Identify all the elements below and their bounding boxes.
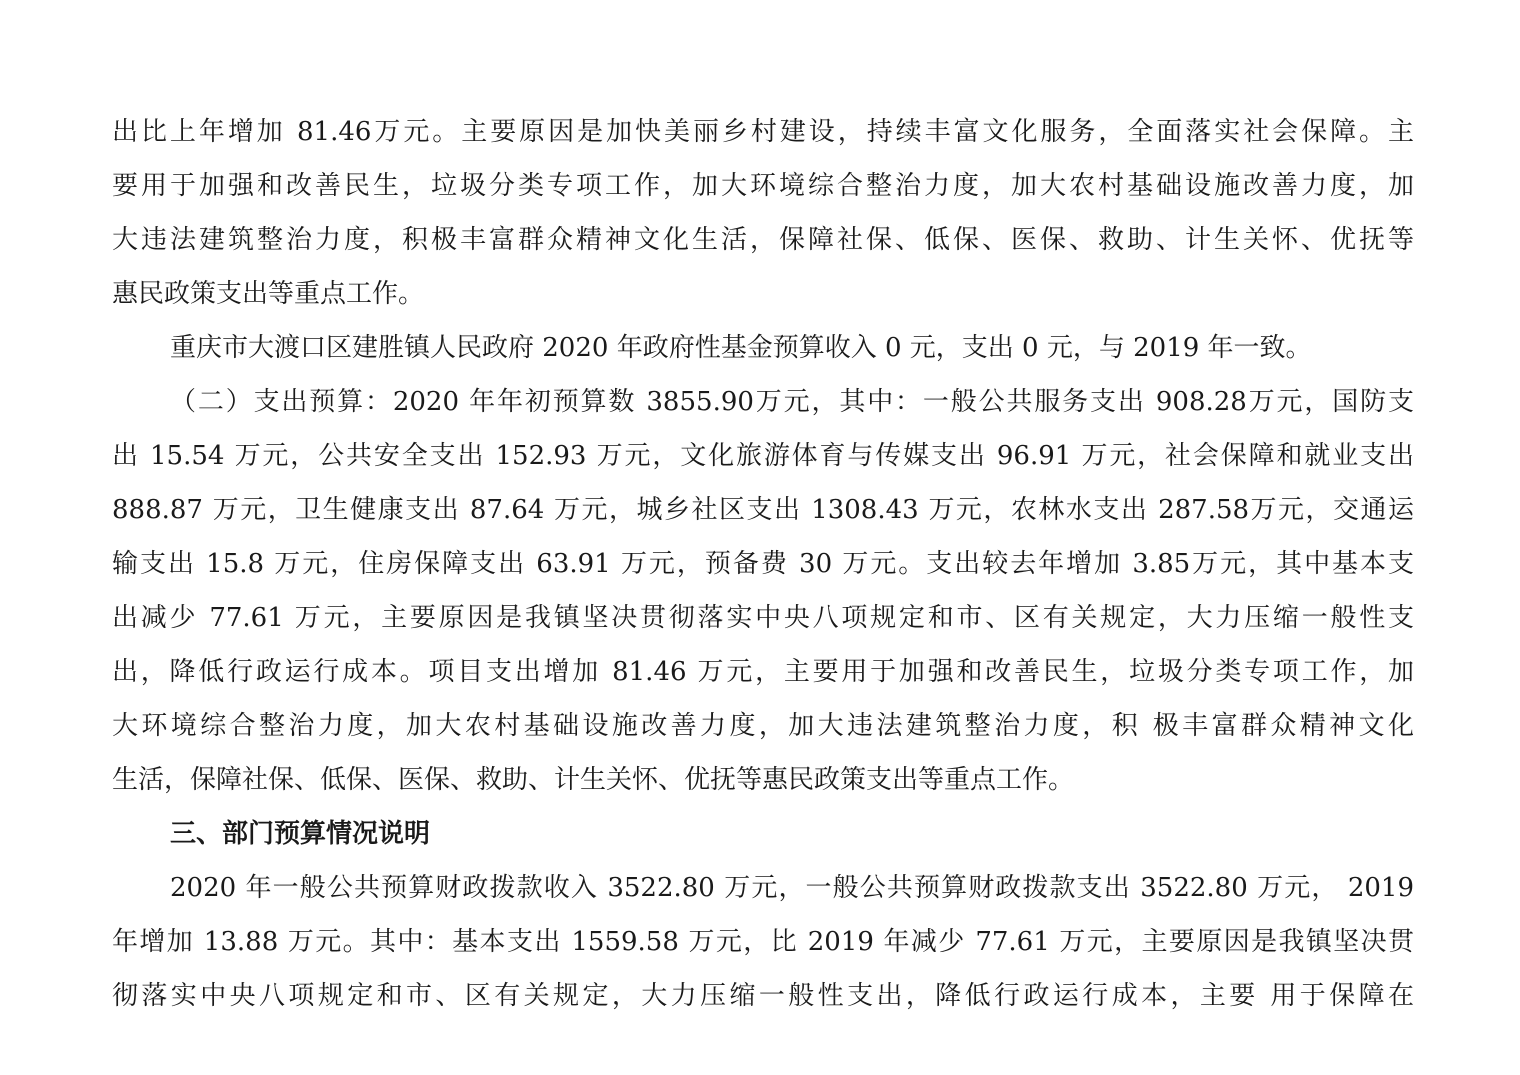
paragraph-line: 彻落实中央八项规定和市、区有关规定，大力压缩一般性支出，降低行政运行成本，主要 用于保障在 [112, 981, 1414, 1011]
paragraph-line: 888.87 万元，卫生健康支出 87.64 万元，城乡社区支出 1308.43 万元，农林水支出 287.58万元，交通运 [112, 495, 1414, 525]
paragraph-line: （二）支出预算：2020 年年初预算数 3855.90万元，其中：一般公共服务支出 908.28万元，国防支 [170, 387, 1414, 417]
paragraph-line: 出减少 77.61 万元，主要原因是我镇坚决贯彻落实中央八项规定和市、区有关规定，大力压缩一般性支 [112, 603, 1414, 633]
paragraph-line: 生活，保障社保、低保、医保、救助、计生关怀、优抚等惠民政策支出等重点工作。 [112, 765, 1075, 795]
paragraph-line: 惠民政策支出等重点工作。 [112, 279, 425, 309]
paragraph-line: 重庆市大渡口区建胜镇人民政府 2020 年政府性基金预算收入 0 元，支出 0 元，与 2019 年一致。 [170, 333, 1312, 363]
paragraph-line: 大环境综合整治力度，加大农村基础设施改善力度，加大违法建筑整治力度，积 极丰富群众精神文化 [112, 711, 1414, 741]
paragraph-line: 2020 年一般公共预算财政拨款收入 3522.80 万元，一般公共预算财政拨款支出 3522.80 万元， 2019 [170, 873, 1414, 903]
paragraph-line: 出 15.54 万元，公共安全支出 152.93 万元，文化旅游体育与传媒支出 96.91 万元，社会保障和就业支出 [112, 441, 1414, 471]
section-heading: 三、部门预算情况说明 [170, 819, 431, 849]
paragraph-line: 要用于加强和改善民生，垃圾分类专项工作，加大环境综合整治力度，加大农村基础设施改善力度，加 [112, 171, 1414, 201]
paragraph-line: 输支出 15.8 万元，住房保障支出 63.91 万元，预备费 30 万元。支出较去年增加 3.85万元，其中基本支 [112, 549, 1414, 579]
paragraph-line: 大违法建筑整治力度，积极丰富群众精神文化生活，保障社保、低保、医保、救助、计生关怀、优抚等 [112, 225, 1414, 255]
paragraph-line: 出比上年增加 81.46万元。主要原因是加快美丽乡村建设，持续丰富文化服务，全面落实社会保障。主 [112, 117, 1414, 147]
paragraph-line: 出，降低行政运行成本。项目支出增加 81.46 万元，主要用于加强和改善民生，垃圾分类专项工作，加 [112, 657, 1414, 687]
paragraph-line: 年增加 13.88 万元。其中：基本支出 1559.58 万元，比 2019 年减少 77.61 万元，主要原因是我镇坚决贯 [112, 927, 1414, 957]
